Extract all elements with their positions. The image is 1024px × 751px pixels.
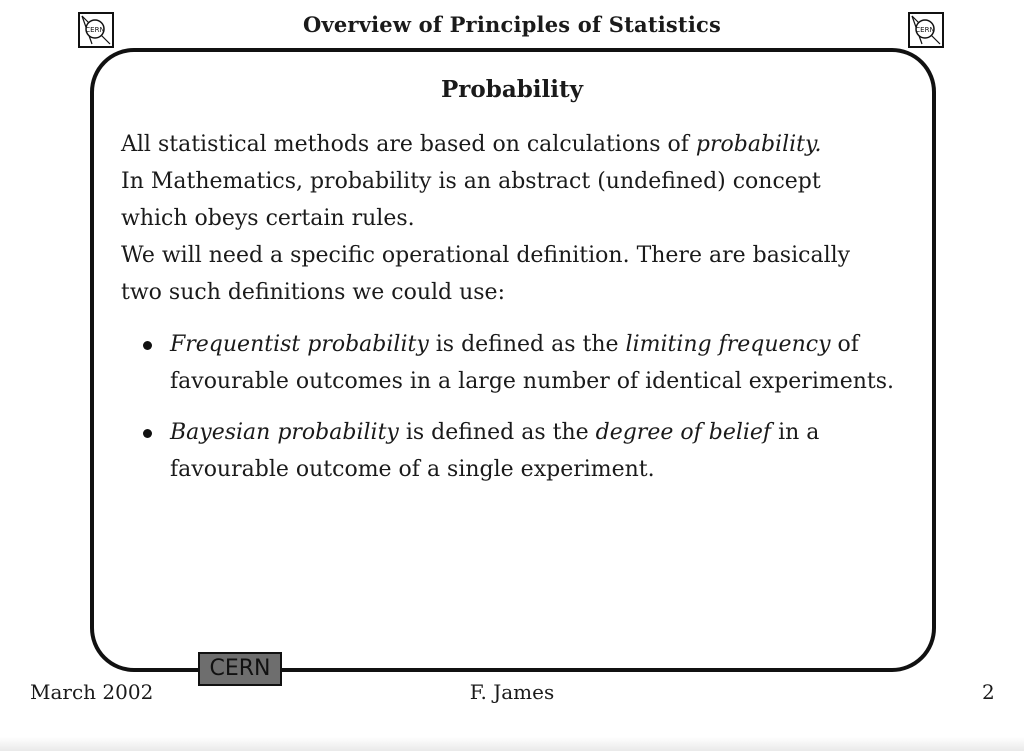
list-text: favourable outcome of a single experiment.	[170, 457, 655, 482]
list-text: is defined as the	[428, 332, 626, 357]
bullet-icon	[143, 429, 152, 438]
footer-author: F. James	[469, 680, 555, 704]
logo-label: CERN	[915, 26, 935, 34]
bullet-icon	[143, 341, 152, 350]
paragraph-operational-definition	[121, 237, 881, 311]
cern-badge: CERN	[198, 652, 282, 686]
cern-logo-icon	[908, 12, 944, 48]
footer-date: March 2002	[30, 680, 154, 704]
paragraph-line: which obeys certain rules.	[121, 206, 415, 231]
paragraph-line: In Mathematics, probability is an abstract (undefined) concept	[121, 169, 821, 194]
list-text: is defined as the	[398, 420, 596, 445]
paragraph-text: All statistical methods are based on calculations of	[121, 132, 696, 157]
definition-list	[140, 326, 910, 502]
paragraph-probability-basis	[121, 126, 881, 163]
list-text: in a	[771, 420, 820, 445]
list-item-bayesian	[140, 414, 910, 488]
emphasis-degree-of-belief: degree of belief	[595, 420, 772, 445]
term-bayesian: Bayesian probability	[170, 420, 399, 445]
paragraph-mathematics	[121, 163, 881, 237]
scan-edge	[0, 737, 1024, 751]
header-title: Overview of Principles of Statistics	[302, 12, 722, 37]
page-number: 2	[982, 680, 995, 704]
emphasis-probability: probability.	[695, 132, 822, 157]
paragraph-line: two such definitions we could use:	[121, 280, 505, 305]
paragraph-line: We will need a specific operational definition. There are basically	[121, 243, 851, 268]
list-text: favourable outcomes in a large number of identical experiments.	[170, 369, 895, 394]
list-item-frequentist	[140, 326, 910, 400]
emphasis-limiting-frequency: limiting frequency	[625, 332, 831, 357]
slide-body	[121, 126, 881, 311]
list-text: of	[830, 332, 859, 357]
logo-label: CERN	[85, 26, 105, 34]
slide-title: Probability	[440, 76, 584, 103]
term-frequentist: Frequentist probability	[170, 332, 429, 357]
